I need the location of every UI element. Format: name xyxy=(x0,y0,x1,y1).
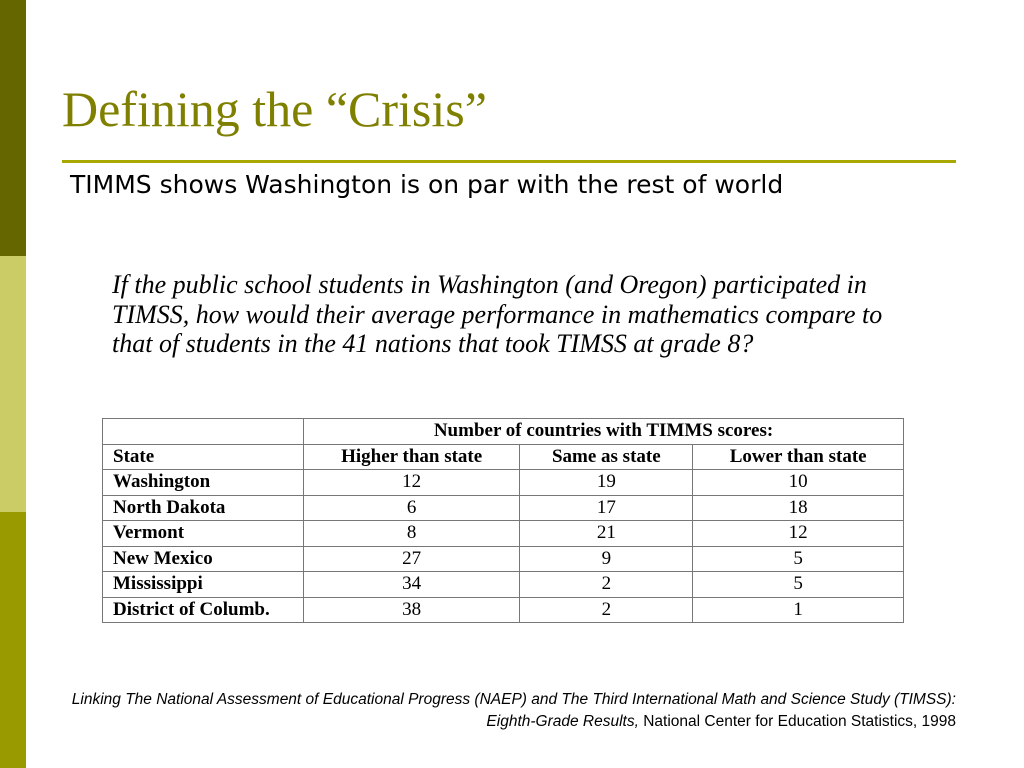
table-header-row xyxy=(103,444,904,470)
state-cell: Mississippi xyxy=(103,572,304,598)
timms-comparison-table xyxy=(102,418,904,623)
citation-title: Linking The National Assessment of Educational Progress (NAEP) and The Third International Math and Science Study (TIMSS): Eighth-Grade Results, xyxy=(71,691,956,730)
source-citation xyxy=(56,689,956,733)
column-header-state: State xyxy=(103,444,304,470)
lower-cell: 1 xyxy=(693,597,904,623)
state-cell: Vermont xyxy=(103,521,304,547)
higher-cell: 27 xyxy=(304,546,520,572)
table-row xyxy=(103,495,904,521)
table-group-header: Number of countries with TIMMS scores: xyxy=(304,419,904,445)
lower-cell: 12 xyxy=(693,521,904,547)
lower-cell: 18 xyxy=(693,495,904,521)
sidebar-band-middle xyxy=(0,256,26,512)
citation-publisher: National Center for Education Statistics, 1998 xyxy=(643,713,956,730)
higher-cell: 34 xyxy=(304,572,520,598)
sidebar-band-top xyxy=(0,0,26,256)
state-cell: District of Columb. xyxy=(103,597,304,623)
research-question: If the public school students in Washington (and Oregon) participated in TIMSS, how would their average performance in mathematics compare to that of students in the 41 nations that took TIMSS at grade 8? xyxy=(112,270,883,358)
same-cell: 21 xyxy=(520,521,693,547)
same-cell: 9 xyxy=(520,546,693,572)
state-cell: Washington xyxy=(103,470,304,496)
slide-title: Defining the “Crisis” xyxy=(62,81,487,137)
table-row xyxy=(103,521,904,547)
higher-cell: 12 xyxy=(304,470,520,496)
title-divider xyxy=(62,160,956,163)
state-cell: New Mexico xyxy=(103,546,304,572)
lower-cell: 5 xyxy=(693,546,904,572)
higher-cell: 38 xyxy=(304,597,520,623)
same-cell: 2 xyxy=(520,572,693,598)
table-row xyxy=(103,546,904,572)
lower-cell: 10 xyxy=(693,470,904,496)
sidebar-band-bottom xyxy=(0,512,26,768)
higher-cell: 8 xyxy=(304,521,520,547)
slide-subtitle: TIMMS shows Washington is on par with the rest of world xyxy=(70,170,784,199)
state-cell: North Dakota xyxy=(103,495,304,521)
column-header-lower: Lower than state xyxy=(693,444,904,470)
table-group-header-row xyxy=(103,419,904,445)
lower-cell: 5 xyxy=(693,572,904,598)
same-cell: 17 xyxy=(520,495,693,521)
table-row xyxy=(103,572,904,598)
column-header-higher: Higher than state xyxy=(304,444,520,470)
same-cell: 19 xyxy=(520,470,693,496)
higher-cell: 6 xyxy=(304,495,520,521)
table-empty-corner xyxy=(103,419,304,445)
same-cell: 2 xyxy=(520,597,693,623)
table-row xyxy=(103,470,904,496)
column-header-same: Same as state xyxy=(520,444,693,470)
table-row xyxy=(103,597,904,623)
